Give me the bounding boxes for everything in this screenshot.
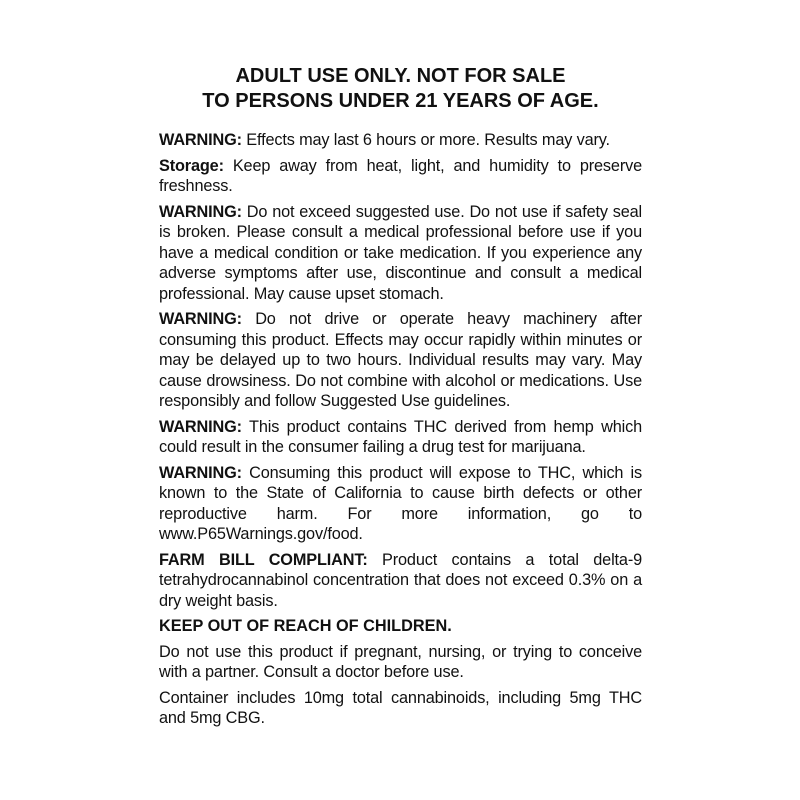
section-label: WARNING: [159, 417, 242, 436]
effects-warning [159, 130, 642, 151]
section-text: Do not drive or operate heavy machinery after consuming this product. Effects may occur rapidly within minutes or may be delayed up to two hours. Individual results may vary. May cause drowsiness. Do not combine with alcohol or medications. Use responsibly and follow Suggested Use guidelines. [159, 310, 642, 410]
section-label: WARNING: [159, 131, 242, 149]
section-text: This product contains THC derived from hemp which could result in the consumer failing a drug test for marijuana. [159, 417, 642, 456]
machinery-warning [159, 309, 642, 412]
section-label: FARM BILL COMPLIANT: [159, 550, 368, 569]
section-label: WARNING: [159, 310, 242, 328]
cannabinoid-content-note: Container includes 10mg total cannabinoids, including 5mg THC and 5mg CBG. [159, 688, 642, 727]
prop65-warning [159, 463, 642, 545]
section-label: WARNING: [159, 202, 242, 221]
warning-label [159, 64, 642, 734]
section-label: Storage: [159, 156, 224, 175]
heading-line-1: ADULT USE ONLY. NOT FOR SALE [235, 65, 566, 87]
section-text: Consuming this product will expose to THC, which is known to the State of California to cause birth defects or other reproductive harm. For more information, go to www.P65Warnings.gov/food. [159, 463, 642, 543]
storage-note [159, 156, 642, 197]
heading-line-2: TO PERSONS UNDER 21 YEARS OF AGE. [202, 90, 599, 112]
farm-bill-statement [159, 550, 642, 612]
label-heading [159, 64, 642, 114]
section-text: Product contains a total delta-9 tetrahydrocannabinol concentration that does not exceed 0.3% on a dry weight basis. [159, 550, 642, 610]
children-warning: KEEP OUT OF REACH OF CHILDREN. [159, 617, 452, 635]
pregnancy-note: Do not use this product if pregnant, nursing, or trying to conceive with a partner. Consult a doctor before use. [159, 642, 642, 681]
drug-test-warning [159, 417, 642, 458]
section-text: Effects may last 6 hours or more. Results may vary. [241, 131, 610, 149]
suggested-use-warning [159, 202, 642, 305]
section-label: WARNING: [159, 463, 242, 482]
section-text: Do not exceed suggested use. Do not use if safety seal is broken. Please consult a medical professional before use if you have a medical condition or take medication. If you experience any adverse symptoms after use, discontinue and consult a medical professional. May cause upset stomach. [159, 202, 642, 303]
section-text: Keep away from heat, light, and humidity to preserve freshness. [159, 156, 642, 195]
